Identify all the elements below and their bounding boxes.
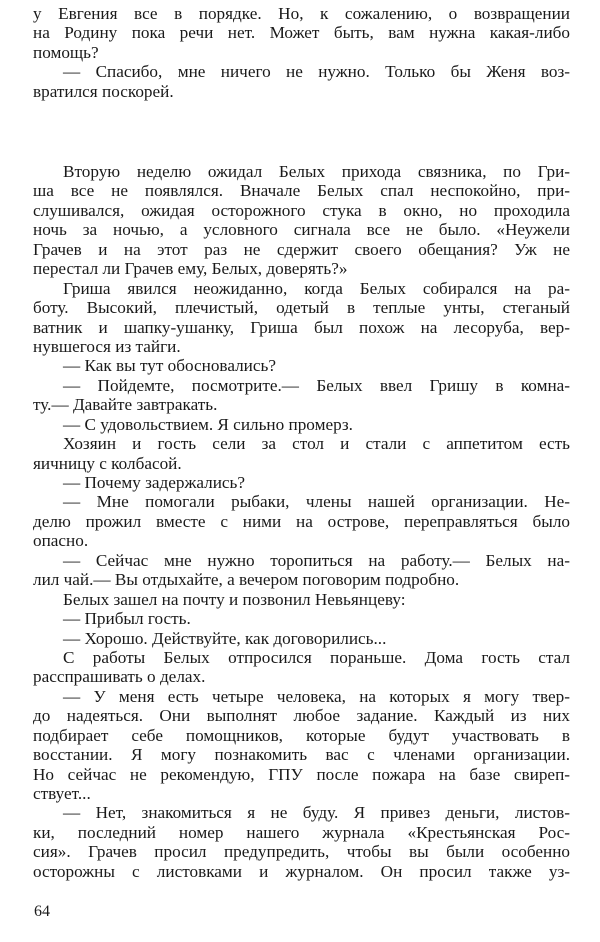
text-line: ки, последний номер нашего журнала «Крестьянская Рос- <box>33 822 570 842</box>
text-line: ствует... <box>33 784 91 803</box>
text-line: — Нет, знакомиться я не буду. Я привез деньги, листов- <box>63 803 570 823</box>
text-line: — Мне помогали рыбаки, члены нашей организации. Не- <box>63 492 570 512</box>
text-line: сия». Грачев просил предупредить, чтобы вы были особенно <box>33 842 570 862</box>
text-line: — Сейчас мне нужно торопиться на работу.— Белых на- <box>63 550 570 570</box>
text-line: вратился поскорей. <box>33 81 174 101</box>
text-line: на Родину пока речи нет. Может быть, вам нужна какая-либо <box>33 23 570 43</box>
text-block-top <box>33 4 570 101</box>
text-line: ватник и шапку-ушанку, Гриша был похож на лесоруба, вер- <box>33 317 570 337</box>
text-line: ту.— Давайте завтракать. <box>33 395 218 415</box>
text-line: ночь за ночью, а условного сигнала все не было. «Неужели <box>33 220 570 240</box>
text-line: Белых зашел на почту и позвонил Невьянцеву: <box>63 589 406 609</box>
text-line: Хозяин и гость сели за стол и стали с аппетитом есть <box>63 434 570 454</box>
text-line: Гриша явился неожиданно, когда Белых собирался на ра- <box>63 278 570 298</box>
text-line: — Почему задержались? <box>63 473 245 492</box>
text-line: восстании. Я могу познакомить вас с членами организации. <box>33 745 570 765</box>
page-number: 64 <box>34 903 50 920</box>
text-line: — Спасибо, мне ничего не нужно. Только бы Женя воз- <box>63 62 570 82</box>
text-line: лил чай.— Вы отдыхайте, а вечером поговорим подробно. <box>33 570 460 590</box>
text-line: делю прожил вместе с ними на острове, переправляться было <box>33 511 570 531</box>
text-line: у Евгения все в порядке. Но, к сожалению, о возвращении <box>33 4 570 23</box>
text-line: — Хорошо. Действуйте, как договорились... <box>63 628 387 648</box>
text-line: боту. Высокий, плечистый, одетый в теплые унты, стеганый <box>33 298 570 318</box>
text-line: — Как вы тут обосновались? <box>63 356 276 376</box>
text-line: осторожны с листовками и журналом. Он просил также уз- <box>33 861 570 881</box>
text-line: Вторую неделю ожидал Белых прихода связника, по Гри- <box>63 162 570 181</box>
text-line: ша все не появлялся. Вначале Белых спал неспокойно, при- <box>33 181 570 201</box>
text-line: нувшегося из тайги. <box>33 336 181 356</box>
text-line: — Прибыл гость. <box>63 609 191 629</box>
text-line: расспрашивать о делах. <box>33 667 206 687</box>
text-line: слушивался, ожидая осторожного стука в окно, но проходила <box>33 200 570 220</box>
text-line: Грачев и на этот раз не сдержит своего обещания? Уж не <box>33 239 570 259</box>
text-line: — Пойдемте, посмотрите.— Белых ввел Гришу в комна- <box>63 375 570 395</box>
text-line: — У меня есть четыре человека, на которых я могу твер- <box>63 686 570 706</box>
text-line: до надеяться. Они выполнят любое задание. Каждый из них <box>33 706 570 726</box>
text-line: яичницу с колбасой. <box>33 453 182 473</box>
text-line: Но сейчас не рекомендую, ГПУ после пожара на базе свиреп- <box>33 764 570 784</box>
text-line: опасно. <box>33 531 89 551</box>
text-line: — С удовольствием. Я сильно промерз. <box>63 414 353 434</box>
text-line: подбирает себе помощников, которые будут участвовать в <box>33 725 570 745</box>
text-block-main <box>33 162 570 881</box>
text-line: С работы Белых отпросился пораньше. Дома гость стал <box>63 647 570 667</box>
text-line: перестал ли Грачев ему, Белых, доверять?» <box>33 259 348 279</box>
text-line: помощь? <box>33 42 99 62</box>
